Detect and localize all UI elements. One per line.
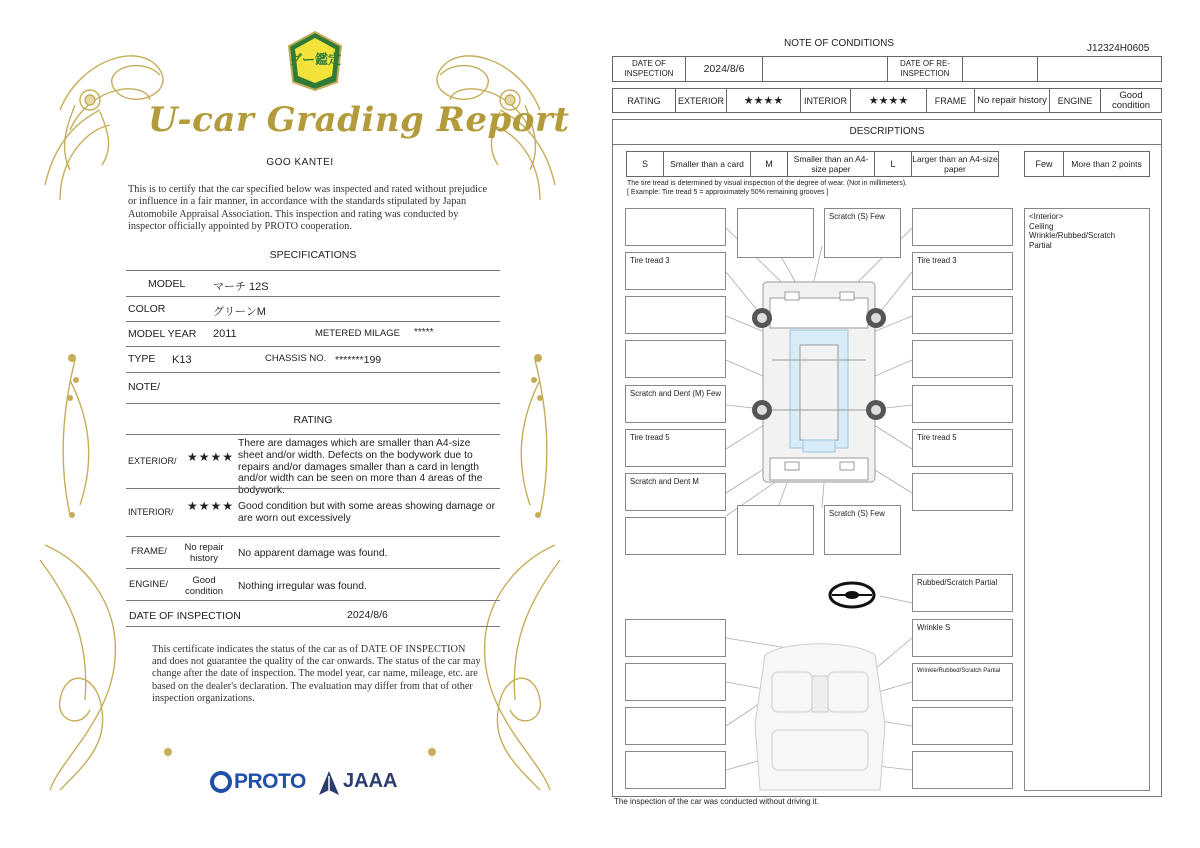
model-value: マーチ 12S: [213, 281, 269, 293]
color-value: グリーンM: [213, 306, 266, 318]
condition-box-rear-right-tire: Tire tread 5: [912, 429, 1013, 467]
proto-logo: PROTO: [234, 770, 306, 793]
type-value: K13: [172, 354, 192, 366]
divider: [126, 296, 500, 297]
engine-value: Good condition: [1100, 88, 1162, 113]
inspection-date-label: DATE OF INSPECTION: [129, 610, 241, 622]
engine-value: Good condition: [184, 575, 224, 597]
condition-box: [912, 707, 1013, 745]
report-title: U-car Grading Report: [148, 100, 570, 140]
exterior-description: There are damages which are smaller than A4-size sheet and/or width. Defects on the bodywork due to repairs and/or damages smaller than a card in length and/or width can be seen on more than 4 areas of the bodywork.: [238, 438, 483, 497]
interior-label: INTERIOR: [800, 88, 851, 113]
specifications-heading: SPECIFICATIONS: [269, 249, 357, 261]
frame-description: No apparent damage was found.: [238, 548, 388, 559]
chassis-label: CHASSIS NO.: [265, 353, 327, 364]
condition-box: [737, 505, 814, 555]
tire-note-line-1: The tire tread is determined by visual inspection of the degree of wear. (Not in millimeters).: [627, 180, 908, 187]
conditions-title: NOTE OF CONDITIONS: [784, 38, 894, 49]
exterior-stars: ★★★★: [187, 450, 235, 464]
condition-box: [625, 296, 726, 334]
frame-label: FRAME: [926, 88, 975, 113]
rating-heading: RATING: [293, 414, 333, 426]
condition-box: [625, 751, 726, 789]
condition-box: [625, 517, 726, 555]
certification-intro: This is to certify that the car specified below was inspected and rated without prejudice or influence in a fair manner, in accordance with the standards stipulated by Japan Automobile Appraisal Association. This inspection and rating was conducted by inspector officially appointed by PROTO cooperation.: [128, 184, 488, 232]
divider: [126, 568, 500, 569]
frame-value: No repair history: [974, 88, 1050, 113]
legend-m: M: [750, 151, 788, 177]
condition-box: [912, 340, 1013, 378]
condition-box: [912, 296, 1013, 334]
divider: [126, 346, 500, 347]
divider: [126, 536, 500, 537]
divider: [126, 434, 500, 435]
engine-label: ENGINE/: [129, 579, 169, 590]
condition-box-front-left-tire: Tire tread 3: [625, 252, 726, 290]
frame-label: FRAME/: [131, 546, 167, 557]
goo-kantei-badge: [287, 30, 343, 92]
divider: [126, 403, 500, 404]
reinspection-label: DATE OF RE-INSPECTION: [887, 56, 963, 82]
exterior-label: EXTERIOR/: [128, 456, 177, 466]
engine-label: ENGINE: [1049, 88, 1101, 113]
legend-s: S: [626, 151, 664, 177]
tire-note-line-2: [ Example: Tire tread 5 = approximately 50% remaining grooves ]: [627, 189, 829, 196]
condition-box-bottom-center: Scratch (S) Few: [824, 505, 901, 555]
legend-s-desc: Smaller than a card: [663, 151, 751, 177]
condition-box: [912, 751, 1013, 789]
condition-box-left-rear: Scratch and Dent M: [625, 473, 726, 511]
condition-box: [912, 385, 1013, 423]
legend-m-desc: Smaller than an A4-size paper: [787, 151, 875, 177]
legend-l-desc: Larger than an A4-size paper: [911, 151, 999, 177]
model-year-label: MODEL YEAR: [128, 328, 197, 340]
exterior-stars: ★★★★: [726, 88, 801, 113]
interior-summary-box: <Interior> Ceiling Wrinkle/Rubbed/Scratch Partial: [1024, 208, 1150, 791]
note-label: NOTE/: [128, 381, 161, 393]
interior-stars: ★★★★: [850, 88, 927, 113]
jaaa-logo-icon: [318, 770, 340, 796]
condition-box-front-right-tire: Tire tread 3: [912, 252, 1013, 290]
descriptions-heading: DESCRIPTIONS: [612, 119, 1162, 145]
condition-box-top-center: Scratch (S) Few: [824, 208, 901, 258]
car-top-view: [763, 282, 875, 482]
interior-label: INTERIOR/: [128, 507, 174, 517]
badge-text: グー鑑定: [288, 53, 342, 68]
inspection-footnote: The inspection of the car was conducted without driving it.: [614, 797, 819, 806]
divider: [126, 321, 500, 322]
condition-box: [625, 707, 726, 745]
legend-few: Few: [1024, 151, 1064, 177]
chassis-value: *******199: [335, 354, 382, 366]
divider: [126, 372, 500, 373]
model-label: MODEL: [148, 278, 186, 290]
mileage-label: METERED MILAGE: [315, 328, 400, 339]
condition-box: [737, 208, 814, 258]
divider: [126, 600, 500, 601]
condition-box-rear-left-tire: Tire tread 5: [625, 429, 726, 467]
car-interior-view: [755, 644, 885, 790]
divider: [126, 488, 500, 489]
type-label: TYPE: [128, 353, 156, 365]
condition-box-front-seat: Wrinkle S: [912, 619, 1013, 657]
condition-box-rear-seat: Wrinkle/Rubbed/Scratch Partial: [912, 663, 1013, 701]
condition-box: [625, 663, 726, 701]
legend-few-desc: More than 2 points: [1063, 151, 1150, 177]
steering-wheel-icon: [830, 583, 874, 607]
model-year-value: 2011: [213, 328, 237, 340]
frame-value: No repair history: [184, 542, 224, 564]
jaaa-logo: JAAA: [343, 770, 398, 792]
legend-l: L: [874, 151, 912, 177]
condition-box: [912, 208, 1013, 246]
condition-box: [625, 619, 726, 657]
inspection-date-value: 2024/8/6: [347, 609, 388, 621]
document-id: J12324H0605: [1087, 43, 1150, 54]
note-of-conditions: [600, 0, 1200, 848]
rating-label: RATING: [612, 88, 676, 113]
interior-description: Good condition but with some areas showing damage or are worn out excessively: [238, 501, 495, 524]
condition-box: [625, 208, 726, 246]
date-of-inspection-value: 2024/8/6: [685, 56, 763, 82]
condition-box-left-side: Scratch and Dent (M) Few: [625, 385, 726, 423]
condition-box-steering: Rubbed/Scratch Partial: [912, 574, 1013, 612]
date-of-inspection-label: DATE OF INSPECTION: [612, 56, 686, 82]
proto-logo-icon: [210, 771, 232, 793]
condition-box: [625, 340, 726, 378]
color-label: COLOR: [128, 303, 166, 315]
certificate-disclaimer: This certificate indicates the status of the car as of DATE OF INSPECTION and does not guarantee the quality of the car onwards. The status of the car may change after the date of inspection. The model year, car name, mileage, etc. are based on the dealer's declaration. The evaluation may differ from that of other inspection organizations.: [152, 644, 481, 704]
report-subtitle: GOO KANTEI: [266, 157, 334, 168]
engine-description: Nothing irregular was found.: [238, 581, 367, 592]
mileage-value: *****: [414, 327, 434, 338]
exterior-label: EXTERIOR: [675, 88, 727, 113]
condition-box: [912, 473, 1013, 511]
divider: [126, 626, 500, 627]
interior-stars: ★★★★: [187, 499, 235, 513]
divider: [126, 270, 500, 271]
